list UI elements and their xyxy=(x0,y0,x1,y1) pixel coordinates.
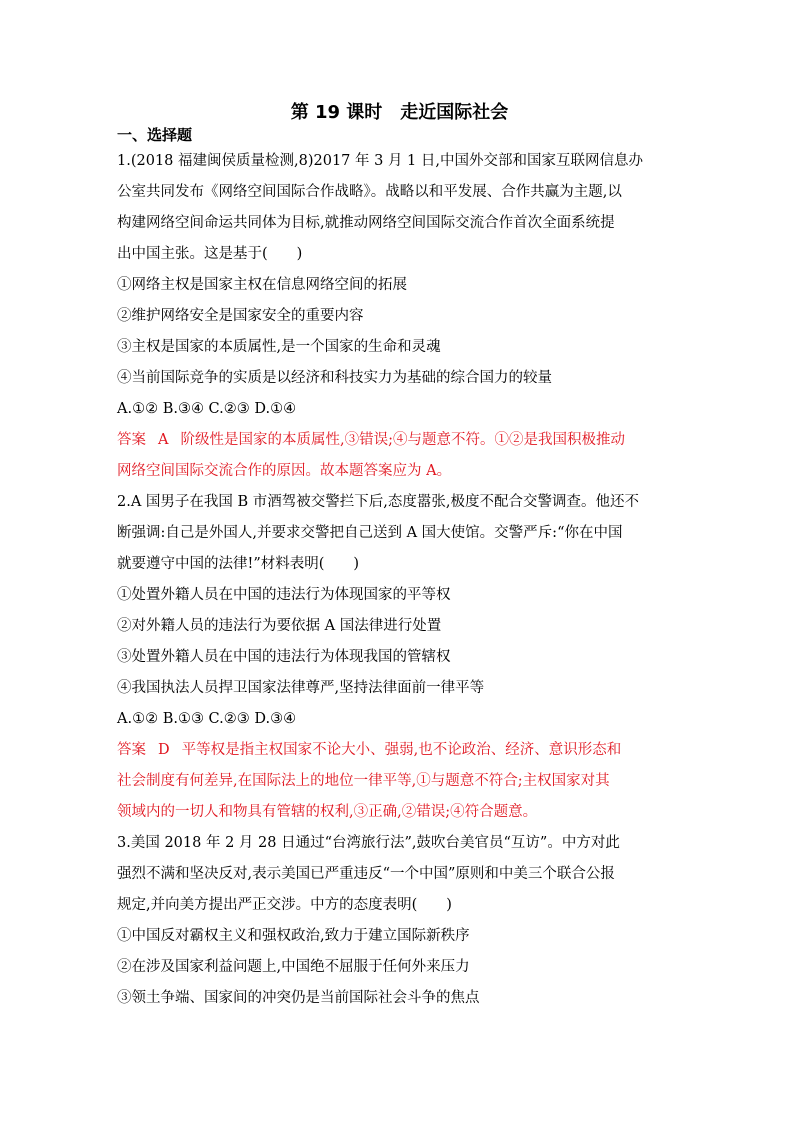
question-stem-line: 强烈不满和坚决反对,表示美国已严重违反“一个中国”原则和中美三个联合公报 xyxy=(117,866,615,882)
question-stem-line: 就要遵守中国的法律!”材料表明( ) xyxy=(117,556,360,572)
answer-tag: 答案 xyxy=(117,742,146,758)
question-stem-line: 出中国主张。这是基于( ) xyxy=(117,246,303,262)
option-item: ③领土争端、国家间的冲突仍是当前国际社会斗争的焦点 xyxy=(117,990,480,1006)
option-item: ②对外籍人员的违法行为要依据 A 国法律进行处置 xyxy=(117,618,442,634)
answer-explanation: 领域内的一切人和物具有管辖的权利,③正确,②错误;④符合题意。 xyxy=(117,804,538,820)
answer-line xyxy=(117,735,682,766)
question-stem-line: 构建网络空间命运共同体为目标,就推动网络空间国际交流合作首次全面系统提 xyxy=(117,215,615,231)
option-item: ③处置外籍人员在中国的违法行为体现我国的管辖权 xyxy=(117,649,451,665)
question-1 xyxy=(117,146,682,487)
answer-tag: 答案 xyxy=(117,432,146,448)
question-stem-line: 3.美国 2018 年 2 月 28 日通过“台湾旅行法”,鼓吹台美官员“互访”。中方对此 xyxy=(117,835,620,851)
answer-letter: A xyxy=(158,432,169,448)
question-stem-line: 2.A 国男子在我国 B 市酒驾被交警拦下后,态度嚣张,极度不配合交警调查。他还不 xyxy=(117,494,640,510)
answer-line xyxy=(117,425,682,456)
question-stem-line: 公室共同发布《网络空间国际合作战略》。战略以和平发展、合作共赢为主题,以 xyxy=(117,184,622,200)
question-3 xyxy=(117,828,682,1014)
answer-explanation: 平等权是指主权国家不论大小、强弱,也不论政治、经济、意识形态和 xyxy=(181,742,622,758)
question-2 xyxy=(117,487,682,828)
question-stem-line: 1.(2018 福建闽侯质量检测,8)2017 年 3 月 1 日,中国外交部和国家互联网信息办 xyxy=(117,153,643,169)
question-stem-line: 规定,并向美方提出严正交涉。中方的态度表明( ) xyxy=(117,897,452,913)
option-item: ②在涉及国家利益问题上,中国绝不屈服于任何外来压力 xyxy=(117,959,470,975)
option-item: ④当前国际竞争的实质是以经济和科技实力为基础的综合国力的较量 xyxy=(117,370,552,386)
option-item: ③主权是国家的本质属性,是一个国家的生命和灵魂 xyxy=(117,339,441,355)
option-item: ①网络主权是国家主权在信息网络空间的拓展 xyxy=(117,277,407,293)
option-item: ①处置外籍人员在中国的违法行为体现国家的平等权 xyxy=(117,587,451,603)
answer-choices: A.①② B.③④ C.②③ D.①④ xyxy=(117,401,297,417)
answer-letter: D xyxy=(158,742,170,758)
answer-explanation: 网络空间国际交流合作的原因。故本题答案应为 A。 xyxy=(117,463,452,479)
page-title: 第 19 课时 走近国际社会 xyxy=(290,102,509,123)
option-item: ①中国反对霸权主义和强权政治,致力于建立国际新秩序 xyxy=(117,928,470,944)
question-stem-line: 断强调:自己是外国人,并要求交警把自己送到 A 国大使馆。交警严斥:“你在中国 xyxy=(117,525,623,541)
option-item: ④我国执法人员捍卫国家法律尊严,坚持法律面前一律平等 xyxy=(117,680,485,696)
option-item: ②维护网络安全是国家安全的重要内容 xyxy=(117,308,364,324)
answer-explanation: 阶级性是国家的本质属性,③错误;④与题意不符。①②是我国积极推动 xyxy=(180,432,625,448)
document-page xyxy=(117,98,682,1014)
answer-explanation: 社会制度有何差异,在国际法上的地位一律平等,①与题意不符合;主权国家对其 xyxy=(117,773,610,789)
answer-choices: A.①② B.①③ C.②③ D.③④ xyxy=(117,711,297,727)
section-heading: 一、选择题 xyxy=(117,126,193,144)
